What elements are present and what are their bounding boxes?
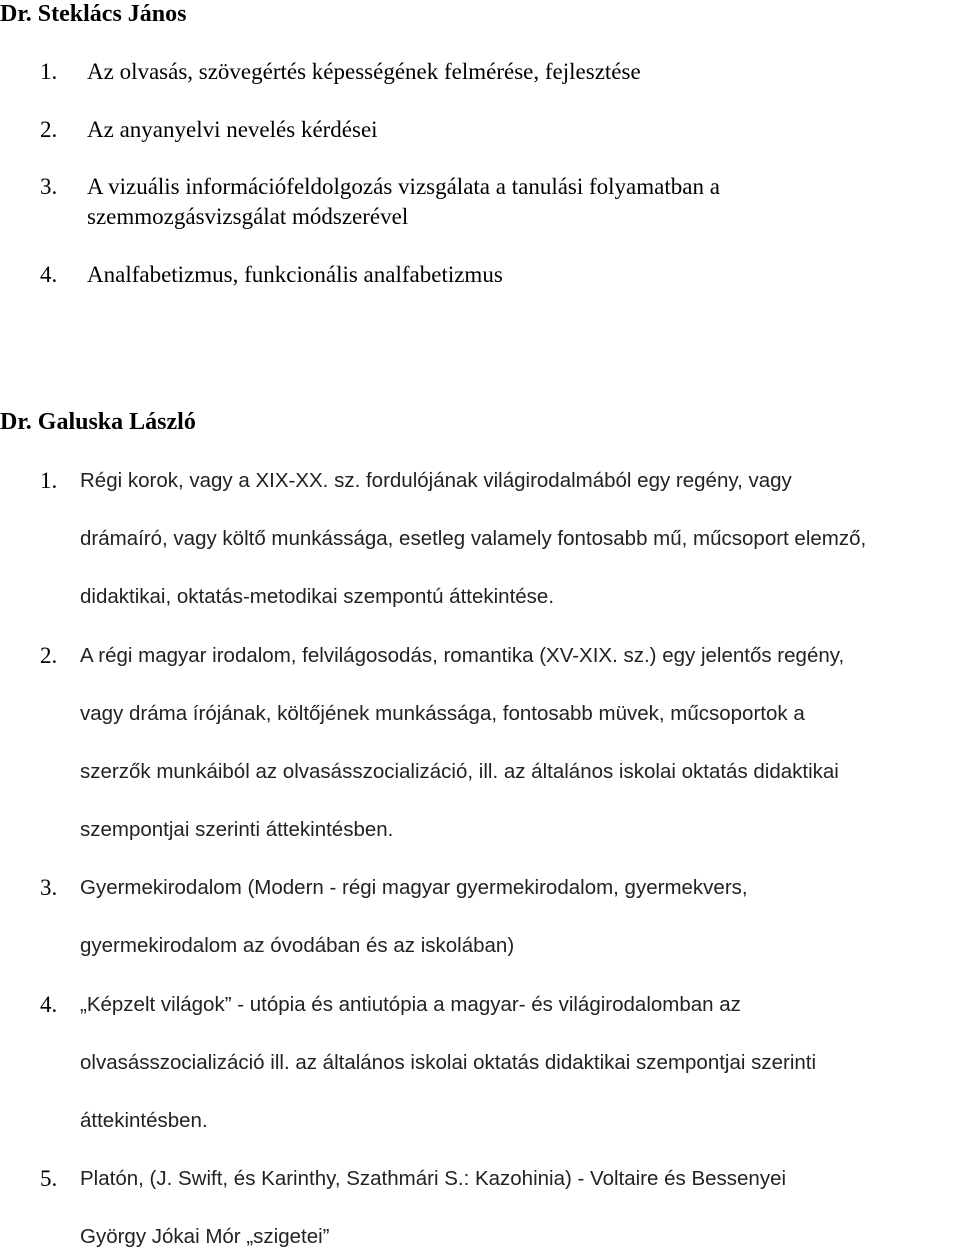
item-text: „Képzelt világok” - utópia és antiutópia a magyar- és világirodalomban az (80, 993, 741, 1016)
item-number: 4. (40, 262, 58, 287)
item-text: Gyermekirodalom (Modern - régi magyar gyermekirodalom, gyermekvers, (80, 876, 748, 899)
item-text: szempontjai szerinti áttekintésben. (80, 818, 394, 841)
item-number: 4. (40, 992, 58, 1017)
item-text: gyermekirodalom az óvodában és az iskolában) (80, 934, 515, 957)
item-text: Régi korok, vagy a XIX-XX. sz. fordulójának világirodalmából egy regény, vagy (80, 469, 792, 492)
item-number: 2. (40, 117, 58, 142)
item-text: A vizuális információfeldolgozás vizsgálata a tanulási folyamatban a (87, 174, 720, 199)
author-heading: Dr. Galuska László (0, 409, 196, 435)
item-number: 3. (40, 875, 58, 900)
item-text: drámaíró, vagy költő munkássága, esetleg valamely fontosabb mű, műcsoport elemző, (80, 527, 867, 550)
item-text: György Jókai Mór „szigetei” (80, 1225, 330, 1248)
item-text: vagy dráma írójának, költőjének munkássága, fontosabb müvek, műcsoportok a (80, 702, 805, 725)
author-heading: Dr. Steklács János (0, 1, 187, 27)
item-number: 1. (40, 468, 58, 493)
item-text: áttekintésben. (80, 1109, 208, 1132)
item-number: 5. (40, 1166, 58, 1191)
item-text: Az anyanyelvi nevelés kérdései (87, 117, 378, 142)
item-text: didaktikai, oktatás-metodikai szempontú áttekintése. (80, 585, 555, 608)
item-number: 1. (40, 59, 58, 84)
item-text: szerzők munkáiból az olvasásszocializáció, ill. az általános iskolai oktatás didaktikai (80, 760, 839, 783)
item-number: 3. (40, 174, 58, 199)
item-text: Analfabetizmus, funkcionális analfabetizmus (87, 262, 503, 287)
item-text: szemmozgásvizsgálat módszerével (87, 204, 409, 229)
item-text: Az olvasás, szövegértés képességének felmérése, fejlesztése (87, 59, 641, 84)
item-text: olvasásszocializáció ill. az általános iskolai oktatás didaktikai szempontjai szerinti (80, 1051, 817, 1074)
item-text: A régi magyar irodalom, felvilágosodás, romantika (XV-XIX. sz.) egy jelentős regény, (80, 644, 845, 667)
item-text: Platón, (J. Swift, és Karinthy, Szathmári S.: Kazohinia) - Voltaire és Bessenyei (80, 1167, 787, 1190)
item-number: 2. (40, 643, 58, 668)
